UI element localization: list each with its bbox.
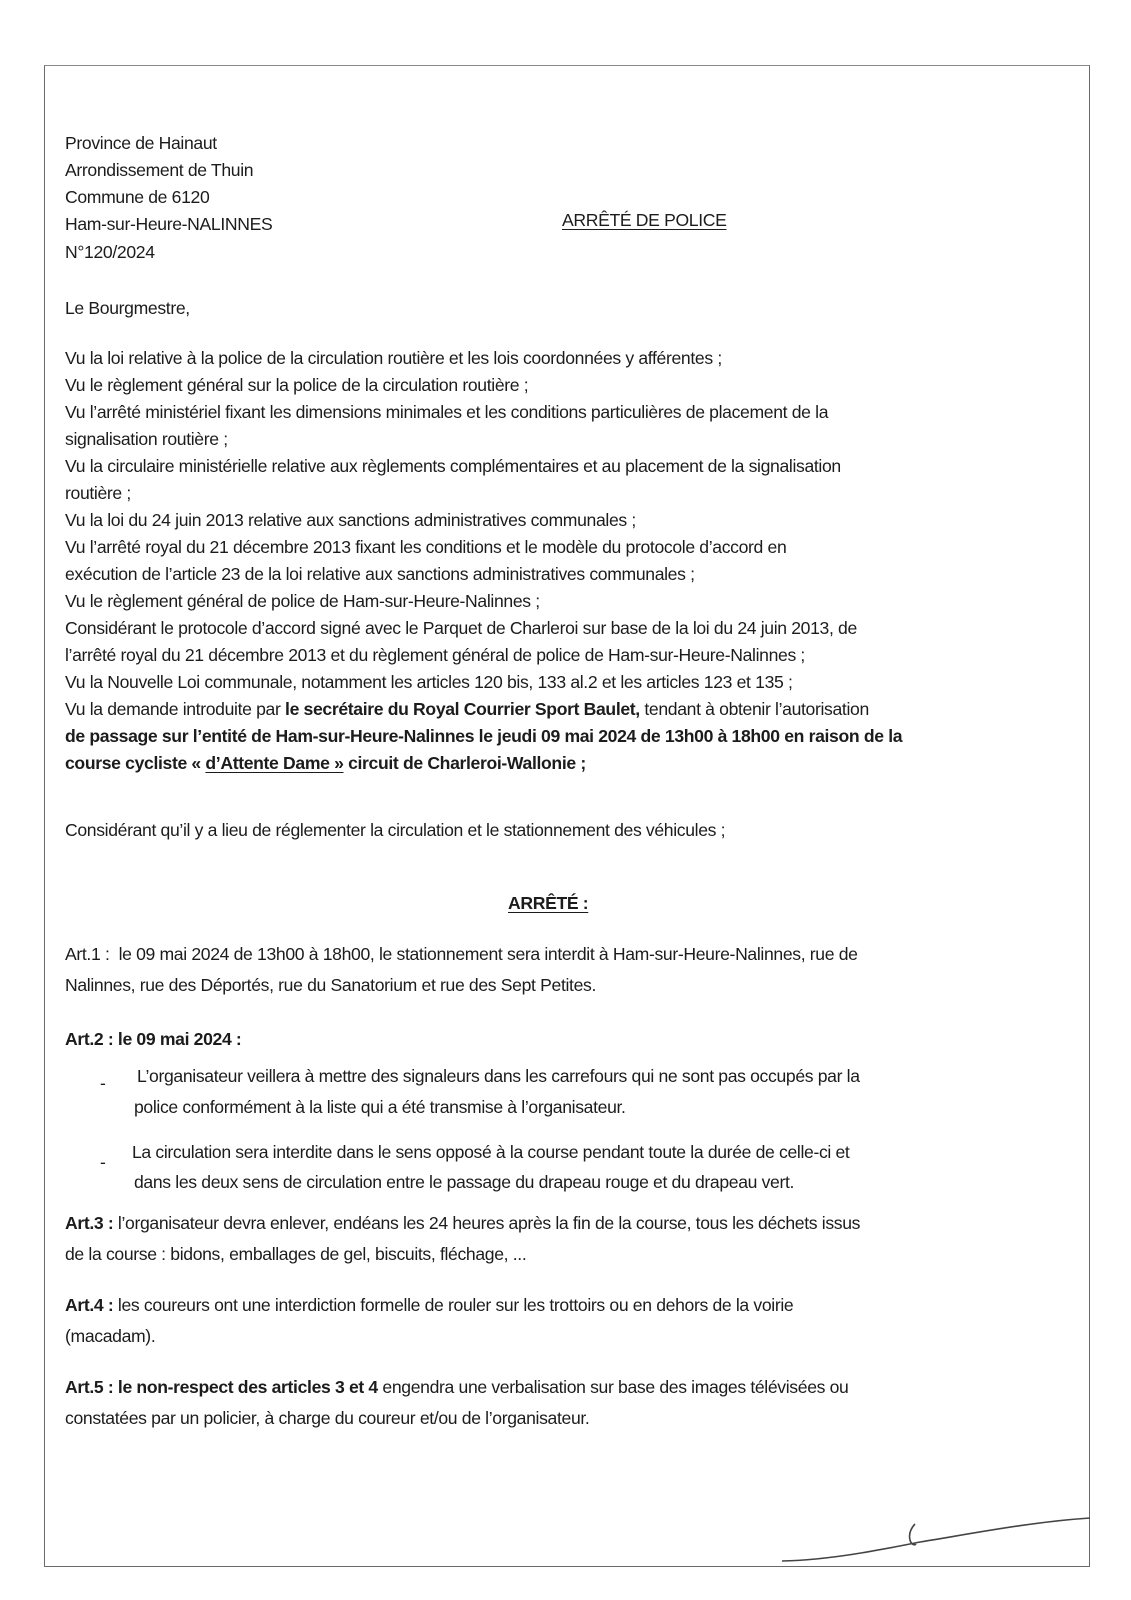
article-5-line-2: constatées par un policier, à charge du coureur et/ou de l’organisateur.: [65, 1408, 590, 1428]
article-2-bullet-2-line-1: La circulation sera interdite dans le sens opposé à la course pendant toute la durée de celle-ci et: [132, 1142, 850, 1162]
demande-line-3: [65, 753, 586, 773]
arrete-heading: ARRÊTÉ :: [508, 893, 589, 913]
demande-line-2: de passage sur l’entité de Ham-sur-Heure-Nalinnes le jeudi 09 mai 2024 de 13h00 à 18h00 en raison de la: [65, 726, 903, 746]
demande-text: Vu la demande introduite par: [65, 699, 286, 719]
article-1-label: Art.1 :: [65, 944, 110, 964]
article-2-label: Art.2 : le 09 mai 2024 :: [65, 1029, 242, 1049]
article-3-line-1: [65, 1213, 860, 1233]
considerant-line: Vu l’arrêté ministériel fixant les dimensions minimales et les conditions particulières de placement de la: [65, 402, 829, 422]
bullet-dash: -: [100, 1152, 106, 1172]
header-commune: Commune de 6120: [65, 187, 210, 207]
article-1-text: le 09 mai 2024 de 13h00 à 18h00, le stationnement sera interdit à Ham-sur-Heure-Nalinnes, rue de: [118, 944, 858, 964]
document-title: ARRÊTÉ DE POLICE: [562, 210, 727, 230]
article-4-line-2: (macadam).: [65, 1326, 156, 1346]
demande-requester: le secrétaire du Royal Courrier Sport Baulet,: [285, 699, 640, 719]
considerant-line: Vu la loi du 24 juin 2013 relative aux sanctions administratives communales ;: [65, 510, 636, 530]
header-number: N°120/2024: [65, 242, 155, 262]
article-4-text: les coureurs ont une interdiction formelle de rouler sur les trottoirs ou en dehors de la voirie: [113, 1295, 794, 1315]
considerant-line: Vu l’arrêté royal du 21 décembre 2013 fixant les conditions et le modèle du protocole d’accord en: [65, 537, 787, 557]
article-1-line-1: [65, 944, 858, 964]
considerant-final: Considérant qu’il y a lieu de réglementer la circulation et le stationnement des véhicules ;: [65, 820, 726, 840]
considerant-line: Vu le règlement général sur la police de la circulation routière ;: [65, 375, 529, 395]
demande-text: course cycliste «: [65, 753, 206, 773]
race-name: d’Attente Dame »: [205, 753, 344, 773]
article-2-bullet-1-line-2: police conformément à la liste qui a été transmise à l’organisateur.: [134, 1097, 626, 1117]
article-1-line-2: Nalinnes, rue des Déportés, rue du Sanatorium et rue des Sept Petites.: [65, 975, 596, 995]
considerant-line: Vu le règlement général de police de Ham-sur-Heure-Nalinnes ;: [65, 591, 540, 611]
demande-text: tendant à obtenir l’autorisation: [639, 699, 869, 719]
considerant-line: l’arrêté royal du 21 décembre 2013 et du règlement général de police de Ham-sur-Heure-Nalinnes ;: [65, 645, 805, 665]
header-arrondissement: Arrondissement de Thuin: [65, 160, 254, 180]
signature: [770, 1480, 1110, 1580]
considerant-line: Vu la Nouvelle Loi communale, notamment les articles 120 bis, 133 al.2 et les articles 123 et 135 ;: [65, 672, 793, 692]
article-4-line-1: [65, 1295, 793, 1315]
article-4-label: Art.4 :: [65, 1295, 114, 1315]
article-2-bullet-2-line-2: dans les deux sens de circulation entre le passage du drapeau rouge et du drapeau vert.: [134, 1172, 795, 1192]
considerant-line: Considérant le protocole d’accord signé avec le Parquet de Charleroi sur base de la loi du 24 juin 2013, de: [65, 618, 857, 638]
article-5-label: Art.5 : le non-respect des articles 3 et 4: [65, 1377, 378, 1397]
article-3-text: l’organisateur devra enlever, endéans les 24 heures après la fin de la course, tous les déchets issus: [113, 1213, 861, 1233]
bullet-dash: -: [100, 1073, 106, 1093]
considerant-line: exécution de l’article 23 de la loi relative aux sanctions administratives communales ;: [65, 564, 695, 584]
header-municipality: Ham-sur-Heure-NALINNES: [65, 214, 273, 234]
salutation: Le Bourgmestre,: [65, 298, 190, 318]
demande-line-1: [65, 699, 869, 719]
article-5-line-1: [65, 1377, 848, 1397]
page-border: [44, 65, 1090, 1567]
article-3-label: Art.3 :: [65, 1213, 114, 1233]
article-2-bullet-1-line-1: L’organisateur veillera à mettre des signaleurs dans les carrefours qui ne sont pas occupés par la: [137, 1066, 860, 1086]
considerant-line: routière ;: [65, 483, 131, 503]
considerant-line: Vu la circulaire ministérielle relative aux règlements complémentaires et au placement de la signalisation: [65, 456, 841, 476]
considerant-line: Vu la loi relative à la police de la circulation routière et les lois coordonnées y afférentes ;: [65, 348, 722, 368]
considerant-line: signalisation routière ;: [65, 429, 228, 449]
demande-text: circuit de Charleroi-Wallonie ;: [343, 753, 586, 773]
article-5-text: engendra une verbalisation sur base des images télévisées ou: [377, 1377, 849, 1397]
header-province: Province de Hainaut: [65, 133, 217, 153]
article-3-line-2: de la course : bidons, emballages de gel, biscuits, fléchage, ...: [65, 1244, 527, 1264]
